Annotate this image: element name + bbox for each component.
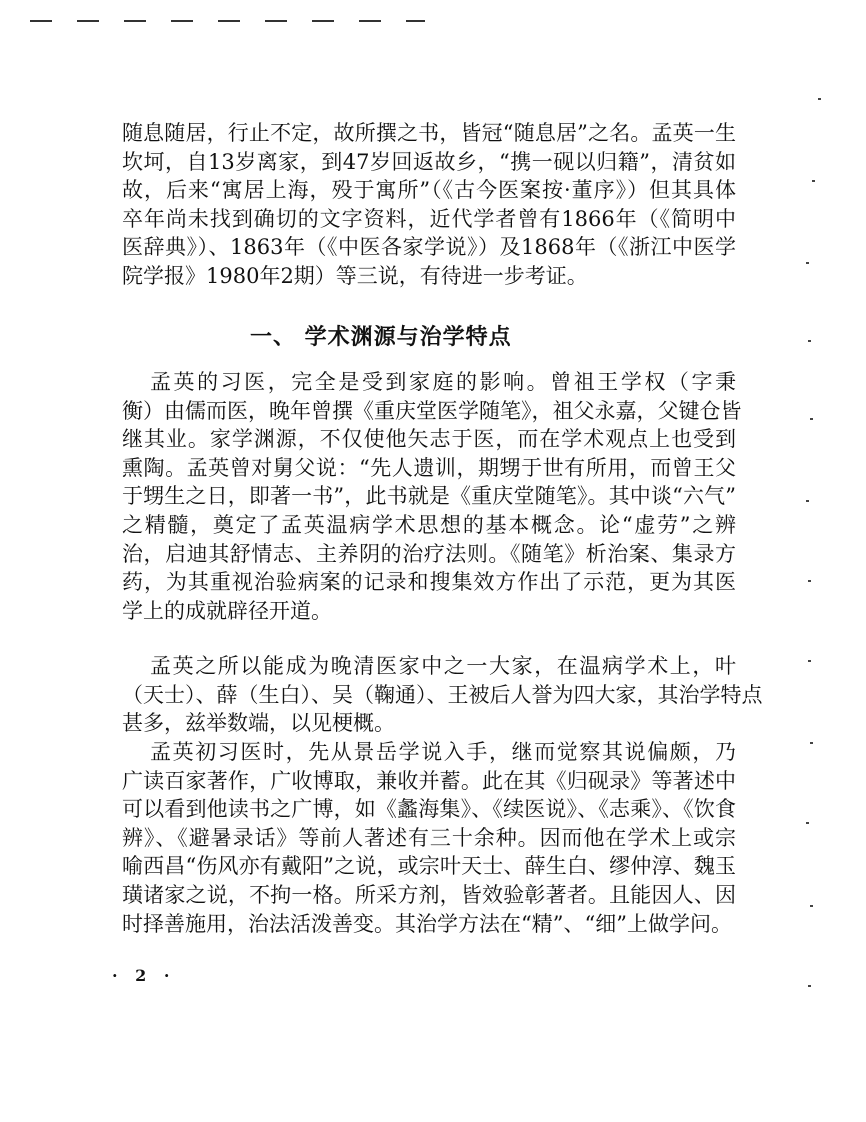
text-line: 甚多，兹举数端，以见梗概。: [122, 711, 395, 736]
text-line: （天士）、薛（生白）、吴（鞠通）、王被后人誉为四大家，其治学特点: [122, 682, 763, 707]
text-line: 继其业。家学渊源，不仅使他矢志于医，而在学术观点上也受到: [122, 427, 736, 452]
text-line: 学上的成就辟径开道。: [122, 598, 332, 623]
text-line: 璜诸家之说，不拘一格。所采方剂，皆效验彰著者。且能因人、因: [122, 883, 736, 907]
text-line: 可以看到他读书之广博，如《蠡海集》、《续医说》、《志乘》、《饮食: [122, 797, 736, 822]
scan-speck: [808, 340, 811, 342]
text-line: 故，后来“寓居上海，殁于寓所”（《古今医案按·董序》）但其具体: [122, 178, 736, 203]
text-line: 随息随居，行止不定，故所撰之书，皆冠“随息居”之名。孟英一生: [122, 121, 736, 145]
scan-speck: [806, 822, 809, 824]
text-line: 孟英初习医时，先从景岳学说入手，继而觉察其说偏颇，乃: [150, 740, 736, 764]
text-line: 于甥生之日，即著一书”，此书就是《重庆堂随笔》。其中谈“六气”: [122, 484, 736, 509]
scan-speck: [806, 262, 809, 264]
text-line: 时择善施用，治法活泼善变。其治学方法在“精”、“细”上做学问。: [122, 911, 732, 936]
scan-speck: [808, 580, 811, 582]
text-line: 药，为其重视治验病案的记录和搜集效方作出了示范，更为其医: [122, 570, 736, 595]
page-number: · 2 ·: [112, 966, 176, 985]
text-line: 孟英之所以能成为晚清医家中之一大家，在温病学术上，叶: [150, 654, 736, 678]
text-line: 喻西昌“伤风亦有戴阳”之说，或宗叶天士、薛生白、缪仲淳、魏玉: [122, 854, 736, 879]
text-line: 院学报》1980年2期）等三说，有待进一步考证。: [122, 264, 588, 288]
scan-speck: [818, 98, 821, 100]
text-line: 坎坷，自13岁离家，到47岁回返故乡，“携一砚以归籍”，清贫如: [122, 149, 736, 174]
scan-speck: [812, 180, 815, 182]
top-dash-rule: [30, 20, 425, 22]
text-line: 广读百家著作，广收博取，兼收并蓄。此在其《归砚录》等著述中: [122, 768, 736, 793]
section-heading: 一、 学术渊源与治学特点: [250, 324, 512, 350]
text-line: 医辞典》）、1863年（《中医各家学说》）及1868年（《浙江中医学: [122, 235, 736, 260]
scan-speck: [810, 418, 813, 420]
scan-speck: [808, 985, 811, 987]
text-line: 治，启迪其舒情志、主养阴的治疗法则。《随笔》析治案、集录方: [122, 541, 736, 566]
text-line: 辨》、《避暑录话》等前人著述有三十余种。因而他在学术上或宗: [122, 825, 736, 850]
scan-speck: [808, 660, 811, 662]
scan-speck: [806, 500, 809, 502]
scan-speck: [810, 742, 813, 744]
text-line: 熏陶。孟英曾对舅父说：“先人遗训，期甥于世有所用，而曾王父: [122, 455, 736, 480]
text-line: 衡）由儒而医，晚年曾撰《重庆堂医学随笔》，祖父永嘉，父键仓皆: [122, 398, 742, 423]
text-line: 之精髓，奠定了孟英温病学术思想的基本概念。论“虚劳”之辨: [122, 513, 736, 537]
text-line: 卒年尚未找到确切的文字资料，近代学者曾有1866年（《简明中: [122, 206, 736, 231]
text-line: 孟英的习医，完全是受到家庭的影响。曾祖王学权（字秉: [150, 370, 736, 394]
scan-speck: [810, 905, 813, 907]
